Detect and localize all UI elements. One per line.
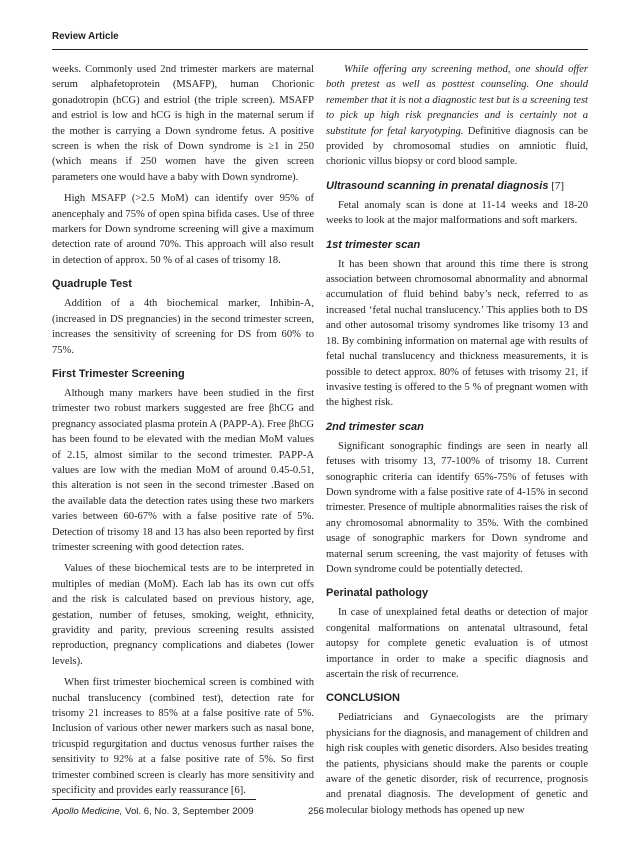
heading-ultrasound-text: Ultrasound scanning in prenatal diagnosis xyxy=(326,179,549,192)
page-number: 256 xyxy=(308,806,325,817)
article-type-label: Review Article xyxy=(52,31,119,42)
counseling-italic-text: While offering any screening method, one should offer both pretest as well as posttest counseling. One should remember that it is not a diagnostic test but is a screening test to pick up high risk pregnancies and is certainly not a substitute for fetal karyotyping. xyxy=(326,64,588,137)
paragraph-msafp: High MSAFP (>2.5 MoM) can identify over 95% of anencephaly and 75% of open spina bifida cases. Use of three markers for Down syndrome screening will give a maximum detection rate of around 70%. This approach will also result in detection of approx. 50 % of al cases of trisomy 18. xyxy=(52,193,314,266)
reference-citation: [7] xyxy=(548,179,565,192)
heading-second-trimester-scan: 2nd trimester scan xyxy=(326,420,424,433)
counseling-plain-text: Definitive diagnosis can be provided by chromosomal studies on amniotic fluid, chorionic villus biopsy or cord blood sample. xyxy=(326,125,588,168)
paragraph-ultrasound: Fetal anomaly scan is done at 11-14 weeks and 18-20 weeks to look at the major malformations and soft markers. xyxy=(326,199,588,227)
left-column xyxy=(52,62,314,798)
paragraph-conclusion: Pediatricians and Gynaecologists are the primary physicians for the diagnosis, and management of children and high risk couples with genetic disorders. Also besides treating the patients, physicians should make the parents or couple aware of the genetic disorder, risk of recurrence, prognosis and prenatal diagnosis. The development of genetic and molecular biology methods has opened up new xyxy=(326,712,588,816)
paragraph-quadruple-test: Addition of a 4th biochemical marker, Inhibin-A, (increased in DS pregnancies) in the second trimester screen, increases the sensitivity of screening for DS from 60% to 75%. xyxy=(52,298,314,356)
heading-quadruple-test: Quadruple Test xyxy=(52,278,132,291)
paragraph-first-trimester-screening: Although many markers have been studied in the first trimester two robust markers suggested are free βhCG and pregnancy associated plasma protein A (PAPP-A). Free βhCG has been found to be elevated with the median MoM values of 2.15, almost similar to the second trimester. PAPP-A values are low with the median MoM of around 0.45-0.51, this alteration is not seen in the second trimester .Based on the available data the detection rates using these two markers varies between 60-67% with a false positive rate of 5%. Detection of trisomy 18 and 13 has also been reported by first trimester screening with good detection rates. xyxy=(52,387,314,553)
journal-citation xyxy=(52,806,254,817)
paragraph-second-trimester-scan: Significant sonographic findings are seen in nearly all fetuses with trisomy 13, 77-100% of trisomy 18. Current sonographic criteria can identify 65%-75% of fetuses with Down syndrome with a false positive rate of 4-15% in second trimester. Presence of multiple abnormalities raises the risk of any chromosomal abnormality to 35%. With the combined usage of sonographic markers for Down syndrome and maternal serum screening, the vast majority of fetuses with Down syndrome could be potentially detected. xyxy=(326,440,588,575)
heading-first-trimester-scan: 1st trimester scan xyxy=(326,238,421,251)
paragraph-perinatal-pathology: In case of unexplained fetal deaths or detection of major congenital malformations on antenatal ultrasound, fetal autopsy for complete genetic evaluation is of utmost importance in order to make a specific diagnosis and ascertain the risk of recurrence. xyxy=(326,607,588,680)
heading-ultrasound-scanning xyxy=(326,179,588,193)
heading-first-trimester-screening: First Trimester Screening xyxy=(52,367,185,380)
paragraph-biochemical-values: Values of these biochemical tests are to be interpreted in multiples of median (MoM). Each lab has its own cut offs and the risk is calculated based on previous history, age, gestation, number of fetuses, smoking, weight, ethnicity, gravidity and parity, previous screening results assisted reproduction, pregnancy complications and diabetes (lower levels). xyxy=(52,563,314,667)
paragraph-counseling xyxy=(326,62,588,170)
paragraph-first-trimester-scan: It has been shown that around this time there is strong association between chromosomal abnormality and abnormal accumulation of fluid behind baby’s neck, referred to as increased ‘fetal nuchal translucency.’ This applies both to DS and other autosomal trisomy syndromes like trisomy 13 and 18. By combining information on maternal age with results of fetal nuchal translucency and thickness measurements, it is possible to detect approx. 80% of fetuses with trisomy 21, if invasive testing is offered to the 5 % of pregnant women with the highest risk. xyxy=(326,258,588,409)
paragraph-intro: weeks. Commonly used 2nd trimester markers are maternal serum alphafetoprotein (MSAFP), human Chorionic gonadotropin (hCG) and estriol (the triple screen). MSAFP and estriol is low and hCG is high in the maternal serum if the mother is carrying a Down syndrome fetus. A positive screen is when the risk of Down syndrome is ≥1 in 250 (which means if 250 women have the given screen parameters one would have a baby with Down syndrome). xyxy=(52,64,314,183)
journal-issue: Vol. 6, No. 3, September 2009 xyxy=(122,806,254,817)
heading-conclusion: CONCLUSION xyxy=(326,692,400,705)
footer-divider xyxy=(52,799,256,800)
journal-name: Apollo Medicine, xyxy=(52,806,123,817)
heading-perinatal-pathology: Perinatal pathology xyxy=(326,587,429,600)
right-column xyxy=(326,62,588,818)
header-divider xyxy=(52,49,588,50)
paragraph-combined-test: When first trimester biochemical screen is combined with nuchal translucency (combined test), detection rate for trisomy 21 increases to 85% at a false positive rate of 5%. Inclusion of various other newer markers such as nasal bone, tricuspid regurgitation and ductus venosus further raises the sensitivity to 92% at a false positive rate of 5%. So first trimester combined screen is clearly has more sensitivity and specificity and provides early reassurance [6]. xyxy=(52,677,314,797)
